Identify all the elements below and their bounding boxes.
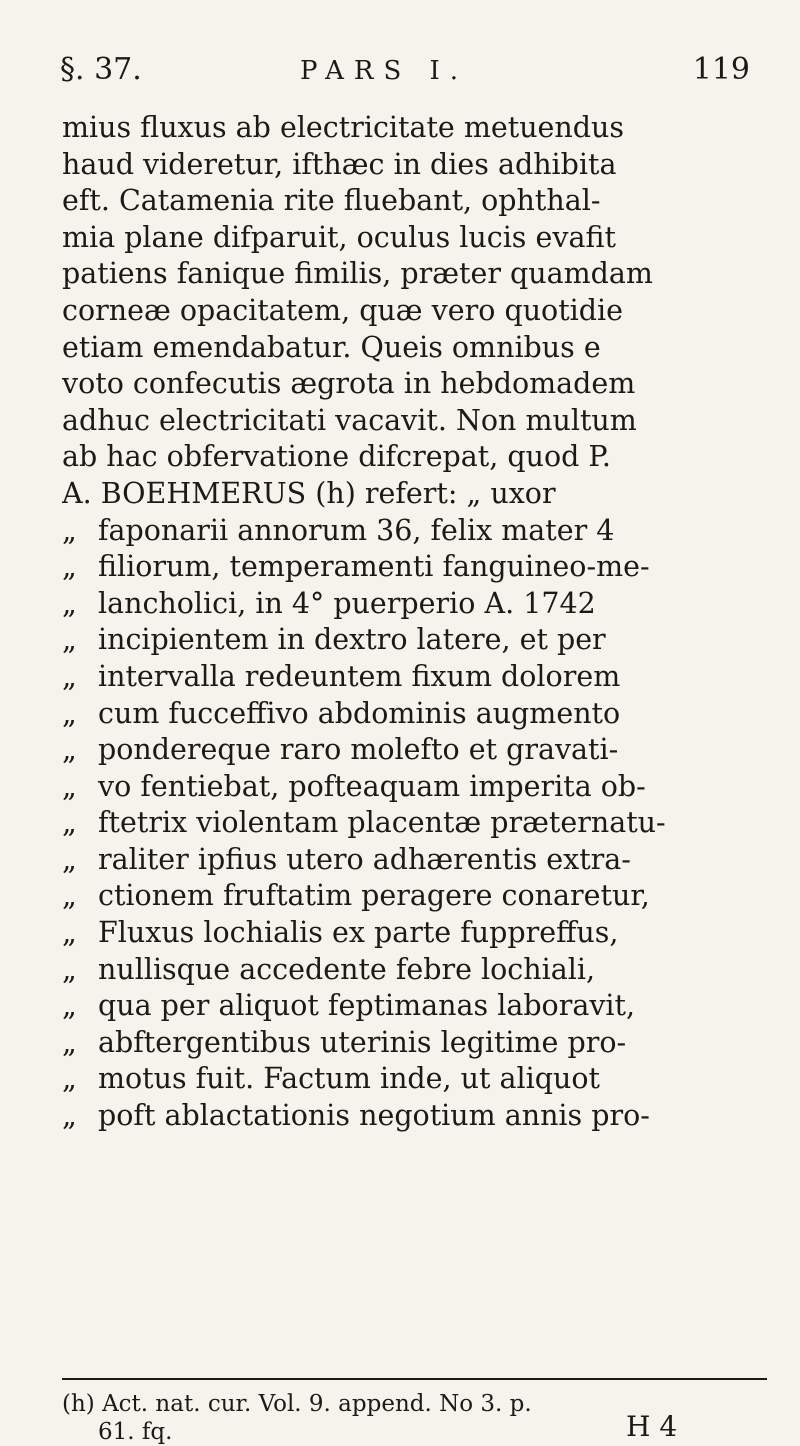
text-line: patiens fanique fimilis, præter quamdam: [62, 257, 653, 291]
text-line: voto confecutis ægrota in hebdomadem: [62, 367, 636, 401]
signature-mark: H 4: [626, 1410, 678, 1443]
quoted-line: „ nullisque accedente febre lochiali,: [62, 952, 767, 989]
quoted-line: „ ctionem fruftatim peragere conaretur,: [62, 878, 767, 915]
quoted-line: „ vo fentiebat, pofteaquam imperita ob-: [62, 769, 767, 806]
quoted-line: „ ftetrix violentam placentæ præternatu-: [62, 805, 767, 842]
text-line: etiam emendabatur. Queis omnibus e: [62, 330, 601, 364]
running-title: PARS I.: [300, 56, 469, 86]
quoted-line: „ raliter ipfius utero adhærentis extra-: [62, 842, 767, 879]
quoted-line: „ intervalla redeuntem fixum dolorem: [62, 659, 767, 696]
page-header: [60, 52, 750, 100]
text-line: mius fluxus ab electricitate metuendus: [62, 111, 624, 144]
section-number: §. 37.: [60, 52, 142, 87]
quoted-line: „ faponarii annorum 36, felix mater 4: [62, 513, 767, 550]
quoted-line: „ qua per aliquot feptimanas laboravit,: [62, 988, 767, 1025]
page-number: 119: [692, 52, 750, 87]
footnote-line: (h) Act. nat. cur. Vol. 9. append. No 3. p.: [62, 1391, 532, 1417]
quoted-line: „ cum fucceffivo abdominis augmento: [62, 696, 767, 733]
body-text: [62, 110, 767, 1135]
text-line: A. BOEHMERUS (h) refert: „ uxor: [62, 476, 556, 510]
quoted-line: „ incipientem in dextro latere, et per: [62, 622, 767, 659]
quoted-line: „ pondereque raro molefto et gravati-: [62, 732, 767, 769]
text-line: haud videretur, ifthæc in dies adhibita: [62, 147, 617, 181]
text-line: ab hac obfervatione difcrepat, quod P.: [62, 440, 611, 474]
quoted-line: „ abftergentibus uterinis legitime pro-: [62, 1025, 767, 1062]
text-line: eft. Catamenia rite fluebant, ophthal-: [62, 184, 601, 218]
quoted-line: „ poft ablactationis negotium annis pro-: [62, 1098, 767, 1135]
quoted-line: „ motus fuit. Factum inde, ut aliquot: [62, 1061, 767, 1098]
quoted-line: „ filiorum, temperamenti fanguineo-me-: [62, 549, 767, 586]
footnote-line: 61. fq.: [98, 1419, 173, 1445]
text-line: adhuc electricitati vacavit. Non multum: [62, 403, 637, 437]
quoted-line: „ lancholici, in 4° puerperio A. 1742: [62, 586, 767, 623]
text-line: mia plane difparuit, oculus lucis evafit: [62, 220, 616, 254]
footnote-divider: [62, 1378, 767, 1380]
text-line: corneæ opacitatem, quæ vero quotidie: [62, 293, 623, 327]
quoted-line: „ Fluxus lochialis ex parte fuppreffus,: [62, 915, 767, 952]
